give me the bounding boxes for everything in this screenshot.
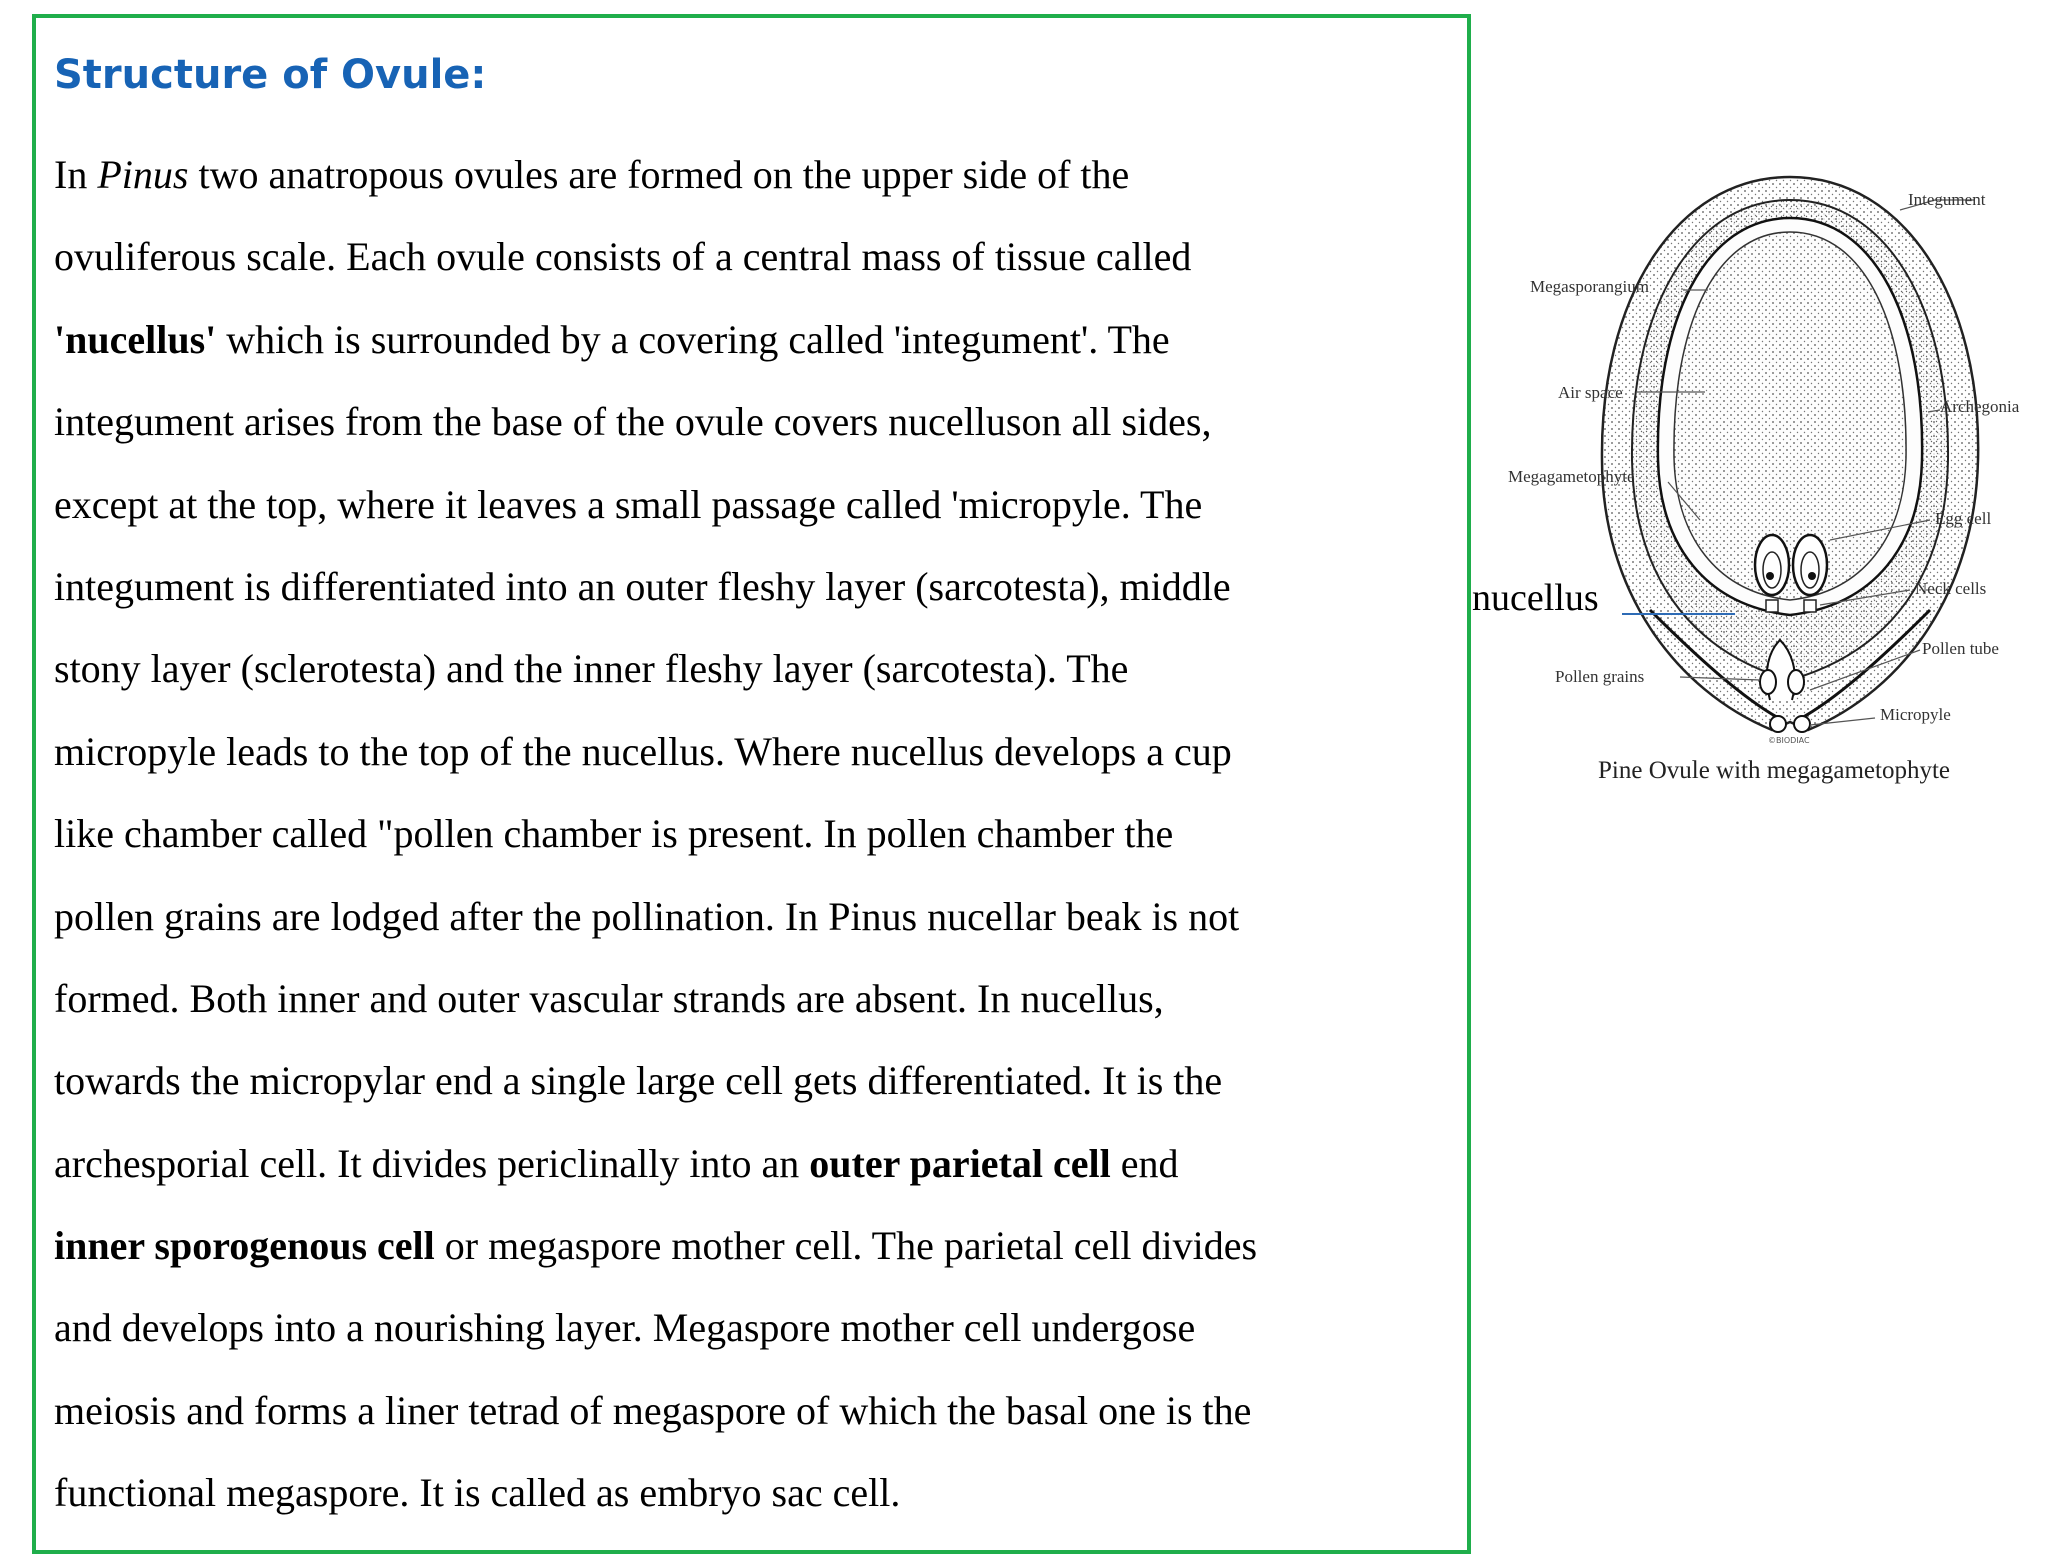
text-line: 'nucellus' which is surrounded by a covering called 'integument'. The xyxy=(54,316,1170,362)
label-archegonia: Archegonia xyxy=(1940,397,2020,416)
text-line: In Pinus two anatropous ovules are formed on the upper side of the xyxy=(54,152,1130,197)
label-pollen-tube: Pollen tube xyxy=(1922,639,1999,658)
label-integument: Integument xyxy=(1908,190,1986,209)
body-paragraph xyxy=(54,134,1464,1535)
text-line: functional megaspore. It is called as embryo sac cell. xyxy=(54,1470,901,1516)
text-line: micropyle leads to the top of the nucellus. Where nucellus develops a cup xyxy=(54,728,1232,774)
label-micropyle: Micropyle xyxy=(1880,705,1951,724)
label-neck-cells: Neck cells xyxy=(1915,579,1987,598)
diagram-credit: ©BIODIAC xyxy=(1768,736,1810,745)
label-megasporangium: Megasporangium xyxy=(1530,277,1649,296)
ovule-diagram xyxy=(1460,160,2048,800)
text-line: pollen grains are lodged after the pollination. In Pinus nucellar beak is not xyxy=(54,893,1240,939)
text-line: archesporial cell. It divides periclinally into an outer parietal cell end xyxy=(54,1140,1179,1186)
neck-cells xyxy=(1766,600,1778,612)
neck-cells xyxy=(1804,600,1816,612)
pollen-grain xyxy=(1760,670,1776,694)
pollen-grain xyxy=(1788,670,1804,694)
diagram-caption: Pine Ovule with megagametophyte xyxy=(1598,757,1951,784)
text-line: stony layer (sclerotesta) and the inner fleshy layer (sarcotesta). The xyxy=(54,646,1129,692)
label-megagametophyte: Megagametophyte xyxy=(1508,467,1635,486)
egg-nucleus xyxy=(1808,572,1816,580)
text-line: integument is differentiated into an outer fleshy layer (sarcotesta), middle xyxy=(54,563,1231,609)
archegonium-left xyxy=(1755,535,1789,595)
label-egg-cell: Egg cell xyxy=(1935,509,1992,528)
section-heading: Structure of Ovule: xyxy=(54,52,487,98)
text-line: towards the micropylar end a single large cell gets differentiated. It is the xyxy=(54,1058,1223,1104)
text-line: like chamber called "pollen chamber is present. In pollen chamber the xyxy=(54,811,1174,857)
label-pollen-grains: Pollen grains xyxy=(1555,667,1645,686)
text-line: inner sporogenous cell or megaspore mother cell. The parietal cell divides xyxy=(54,1223,1258,1269)
megagametophyte-tissue xyxy=(1674,232,1906,600)
text-line: formed. Both inner and outer vascular strands are absent. In nucellus, xyxy=(54,975,1164,1021)
archegonium-right xyxy=(1793,535,1827,595)
text-line: and develops into a nourishing layer. Megaspore mother cell undergose xyxy=(54,1305,1196,1351)
label-air-space: Air space xyxy=(1558,383,1623,402)
text-line: meiosis and forms a liner tetrad of megaspore of which the basal one is the xyxy=(54,1387,1252,1433)
egg-nucleus xyxy=(1766,572,1774,580)
nucellus-label: nucellus xyxy=(1472,577,1599,619)
text-line: except at the top, where it leaves a small passage called 'micropyle. The xyxy=(54,481,1203,527)
text-line: ovuliferous scale. Each ovule consists of a central mass of tissue called xyxy=(54,234,1192,280)
text-line: integument arises from the base of the ovule covers nucelluson all sides, xyxy=(54,399,1212,445)
